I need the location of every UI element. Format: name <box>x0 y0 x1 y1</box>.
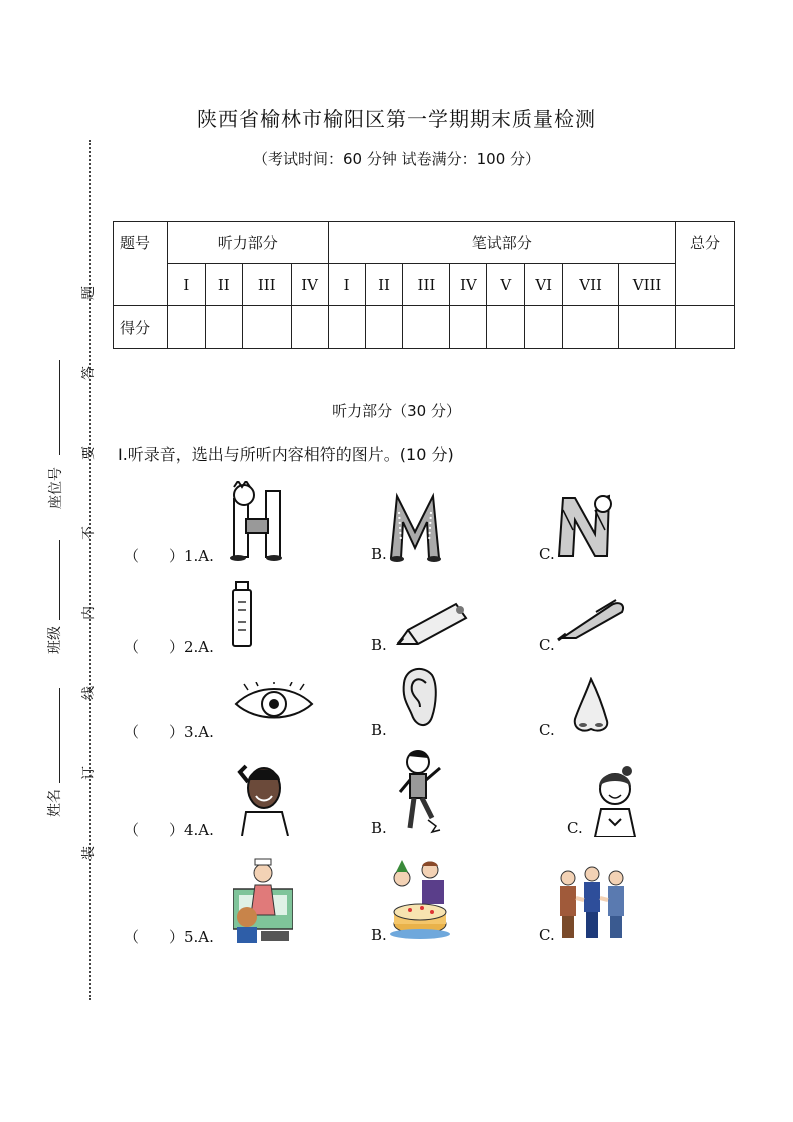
option-label: C. <box>539 926 555 944</box>
exam-title: 陕西省榆林市榆阳区第一学期期末质量检测 <box>197 107 596 131</box>
pen-icon <box>556 598 630 642</box>
seal-char: 题 <box>81 286 97 300</box>
score-cell[interactable] <box>328 306 365 349</box>
writing-part: III <box>403 264 450 306</box>
score-cell[interactable] <box>619 306 676 349</box>
total-header: 总分 <box>676 222 735 306</box>
listening-header: 听力部分 <box>167 222 328 264</box>
option-label: B. <box>371 819 387 837</box>
seal-char: 内 <box>81 606 97 620</box>
question-number-header: 题号 <box>114 222 168 306</box>
score-cell[interactable] <box>205 306 242 349</box>
seal-char: 线 <box>81 686 97 700</box>
instruction: I.听录音，选出与所听内容相符的图片。(10 分) <box>118 445 454 464</box>
listening-part: IV <box>291 264 328 306</box>
seat-label: 座位号 <box>48 467 64 509</box>
binding-dotted-line <box>89 140 91 1000</box>
question-number: （ ）1.A. <box>124 547 214 565</box>
listening-section-title: 听力部分（30 分） <box>332 402 461 420</box>
score-row-label: 得分 <box>114 306 168 349</box>
score-cell[interactable] <box>242 306 291 349</box>
pencil-icon <box>394 600 470 650</box>
name-label: 姓名 <box>47 789 63 817</box>
option-label: C. <box>567 819 583 837</box>
score-cell[interactable] <box>487 306 525 349</box>
option-label: B. <box>371 636 387 654</box>
score-cell[interactable] <box>676 306 735 349</box>
writing-part: VIII <box>619 264 676 306</box>
eye-icon <box>232 682 316 724</box>
writing-part: I <box>328 264 365 306</box>
score-cell[interactable] <box>167 306 205 349</box>
score-cell[interactable] <box>365 306 403 349</box>
option-label: B. <box>371 926 387 944</box>
letter-M-figure-icon <box>387 492 443 562</box>
listening-part: II <box>205 264 242 306</box>
option-label: B. <box>371 721 387 739</box>
writing-header: 笔试部分 <box>328 222 675 264</box>
girl-smiling-icon <box>591 765 639 837</box>
seal-char: 订 <box>81 766 97 780</box>
score-cell[interactable] <box>291 306 328 349</box>
option-label: C. <box>539 545 555 563</box>
seal-char: 装 <box>81 846 97 860</box>
option-label: C. <box>539 721 555 739</box>
seal-char: 要 <box>81 446 97 460</box>
listening-part: III <box>242 264 291 306</box>
listening-part: I <box>167 264 205 306</box>
score-cell[interactable] <box>403 306 450 349</box>
boy-touching-head-icon <box>232 762 298 836</box>
ear-icon <box>398 665 440 731</box>
writing-part: IV <box>450 264 487 306</box>
writing-part: VI <box>525 264 563 306</box>
class-underline <box>59 540 60 620</box>
writing-part: VII <box>563 264 619 306</box>
score-table <box>113 221 735 349</box>
letter-N-figure-icon <box>555 490 617 562</box>
glue-stick-icon <box>230 580 254 650</box>
name-underline <box>59 688 60 783</box>
question-number: （ ）4.A. <box>124 821 214 839</box>
people-shaking-hands-icon <box>556 864 630 942</box>
option-label: B. <box>371 545 387 563</box>
seal-char: 不 <box>81 526 97 540</box>
nose-icon <box>569 677 613 735</box>
boy-dancing-icon <box>396 748 446 836</box>
letter-H-figure-icon <box>228 481 290 561</box>
score-cell[interactable] <box>450 306 487 349</box>
score-cell[interactable] <box>563 306 619 349</box>
exam-subtitle: （考试时间：60 分钟 试卷满分：100 分） <box>252 150 541 168</box>
writing-part: V <box>487 264 525 306</box>
seal-char: 答 <box>81 366 97 380</box>
question-number: （ ）5.A. <box>124 928 214 946</box>
question-number: （ ）2.A. <box>124 638 214 656</box>
score-cell[interactable] <box>525 306 563 349</box>
question-number: （ ）3.A. <box>124 723 214 741</box>
cook-in-kitchen-icon <box>233 855 293 943</box>
class-label: 班级 <box>47 626 63 654</box>
option-label: C. <box>539 636 555 654</box>
birthday-cake-party-icon <box>388 860 452 942</box>
writing-part: II <box>365 264 403 306</box>
